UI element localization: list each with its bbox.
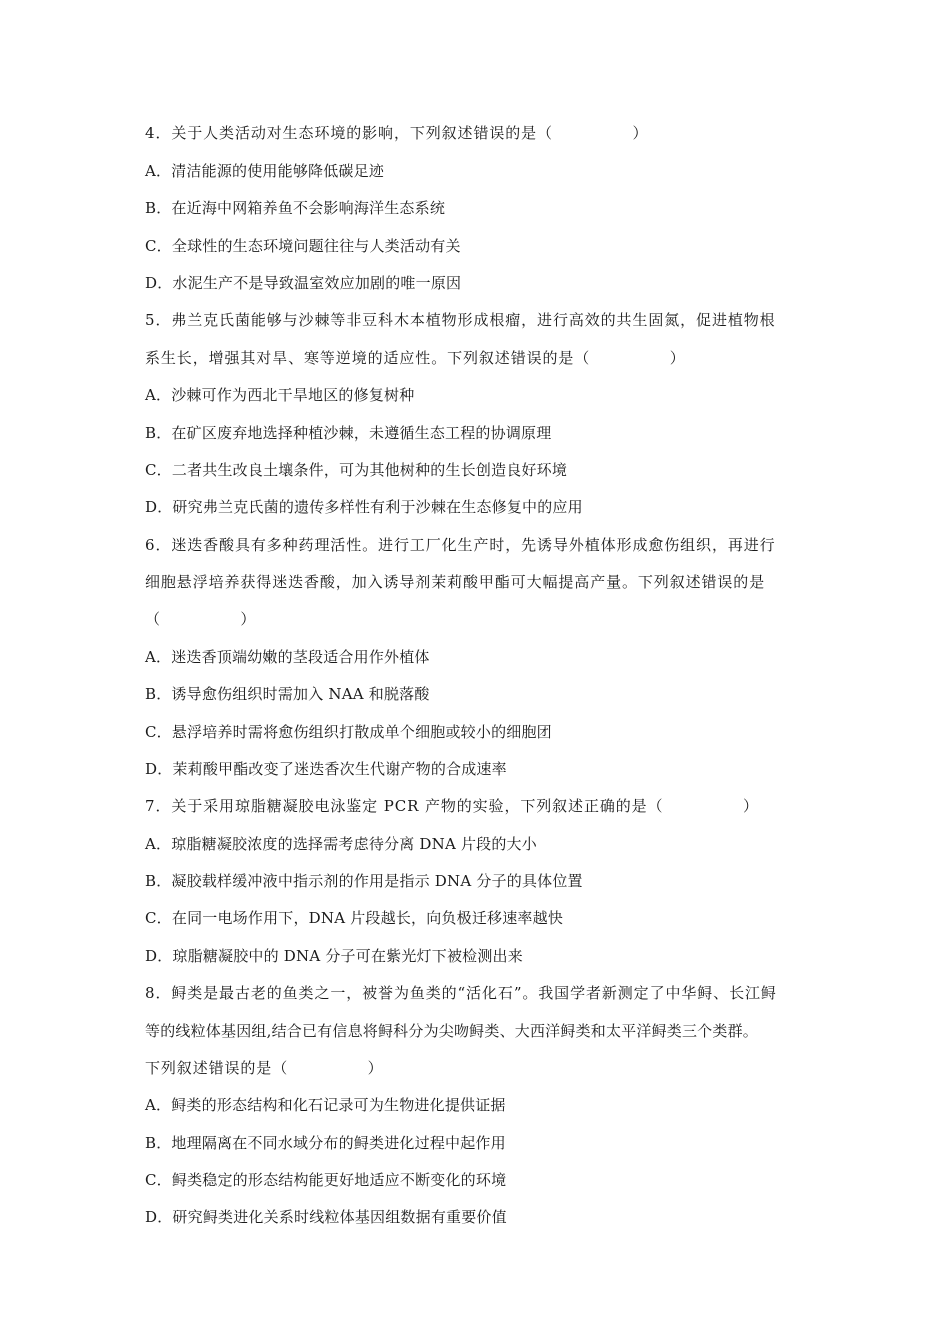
question-8-option-d: D．研究鲟类进化关系时线粒体基因组数据有重要价值	[145, 1208, 507, 1226]
question-5-option-a: A．沙棘可作为西北干旱地区的修复树种	[145, 386, 415, 404]
question-4-option-c: C．全球性的生态环境问题往往与人类活动有关	[145, 237, 461, 255]
question-4-option-d: D．水泥生产不是导致温室效应加剧的唯一原因	[145, 274, 462, 292]
question-4-option-b: B．在近海中网箱养鱼不会影响海洋生态系统	[145, 199, 446, 217]
question-5-stem-line-1: 5．弗兰克氏菌能够与沙棘等非豆科木本植物形成根瘤，进行高效的共生固氮，促进植物根	[145, 311, 776, 329]
question-8-stem-line-3: 下列叙述错误的是（ ）	[145, 1059, 384, 1077]
question-6-option-c: C．悬浮培养时需将愈伤组织打散成单个细胞或较小的细胞团	[145, 723, 552, 741]
question-8-stem-line-1: 8．鲟类是最古老的鱼类之一，被誉为鱼类的“活化石”。我国学者新测定了中华鲟、长江鲟	[145, 984, 777, 1002]
question-7-option-a: A．琼脂糖凝胶浓度的选择需考虑待分离 DNA 片段的大小	[145, 835, 537, 853]
question-5-option-b: B．在矿区废弃地选择种植沙棘，未遵循生态工程的协调原理	[145, 424, 552, 442]
question-8-option-a: A．鲟类的形态结构和化石记录可为生物进化提供证据	[145, 1096, 506, 1114]
question-6-option-a: A．迷迭香顶端幼嫩的茎段适合用作外植体	[145, 648, 430, 666]
question-5-stem-line-2: 系生长，增强其对旱、寒等逆境的适应性。下列叙述错误的是（ ）	[145, 349, 686, 367]
question-8-option-c: C．鲟类稳定的形态结构能更好地适应不断变化的环境	[145, 1171, 507, 1189]
question-6-stem-line-3: （ ）	[145, 610, 257, 628]
question-5-option-d: D．研究弗兰克氏菌的遗传多样性有利于沙棘在生态修复中的应用	[145, 498, 583, 516]
question-8-option-b: B．地理隔离在不同水域分布的鲟类进化过程中起作用	[145, 1134, 506, 1152]
question-7-stem: 7．关于采用琼脂糖凝胶电泳鉴定 PCR 产物的实验，下列叙述正确的是（ ）	[145, 797, 759, 815]
question-6-option-b: B．诱导愈伤组织时需加入 NAA 和脱落酸	[145, 685, 430, 703]
question-6-stem-line-1: 6．迷迭香酸具有多种药理活性。进行工厂化生产时，先诱导外植体形成愈伤组织，再进行	[145, 536, 776, 554]
question-7-option-b: B．凝胶载样缓冲液中指示剂的作用是指示 DNA 分子的具体位置	[145, 872, 583, 890]
question-6-stem-line-2: 细胞悬浮培养获得迷迭香酸，加入诱导剂茉莉酸甲酯可大幅提高产量。下列叙述错误的是	[145, 573, 766, 591]
question-4-stem: 4．关于人类活动对生态环境的影响，下列叙述错误的是（ ）	[145, 124, 649, 142]
question-4-option-a: A．清洁能源的使用能够降低碳足迹	[145, 162, 385, 180]
question-6-option-d: D．茉莉酸甲酯改变了迷迭香次生代谢产物的合成速率	[145, 760, 507, 778]
question-5-option-c: C．二者共生改良土壤条件，可为其他树种的生长创造良好环境	[145, 461, 568, 479]
question-7-option-d: D．琼脂糖凝胶中的 DNA 分子可在紫光灯下被检测出来	[145, 947, 523, 965]
question-7-option-c: C．在同一电场作用下，DNA 片段越长，向负极迁移速率越快	[145, 909, 564, 927]
question-8-stem-line-2: 等的线粒体基因组,结合已有信息将鲟科分为尖吻鲟类、大西洋鲟类和太平洋鲟类三个类群。	[145, 1022, 758, 1040]
